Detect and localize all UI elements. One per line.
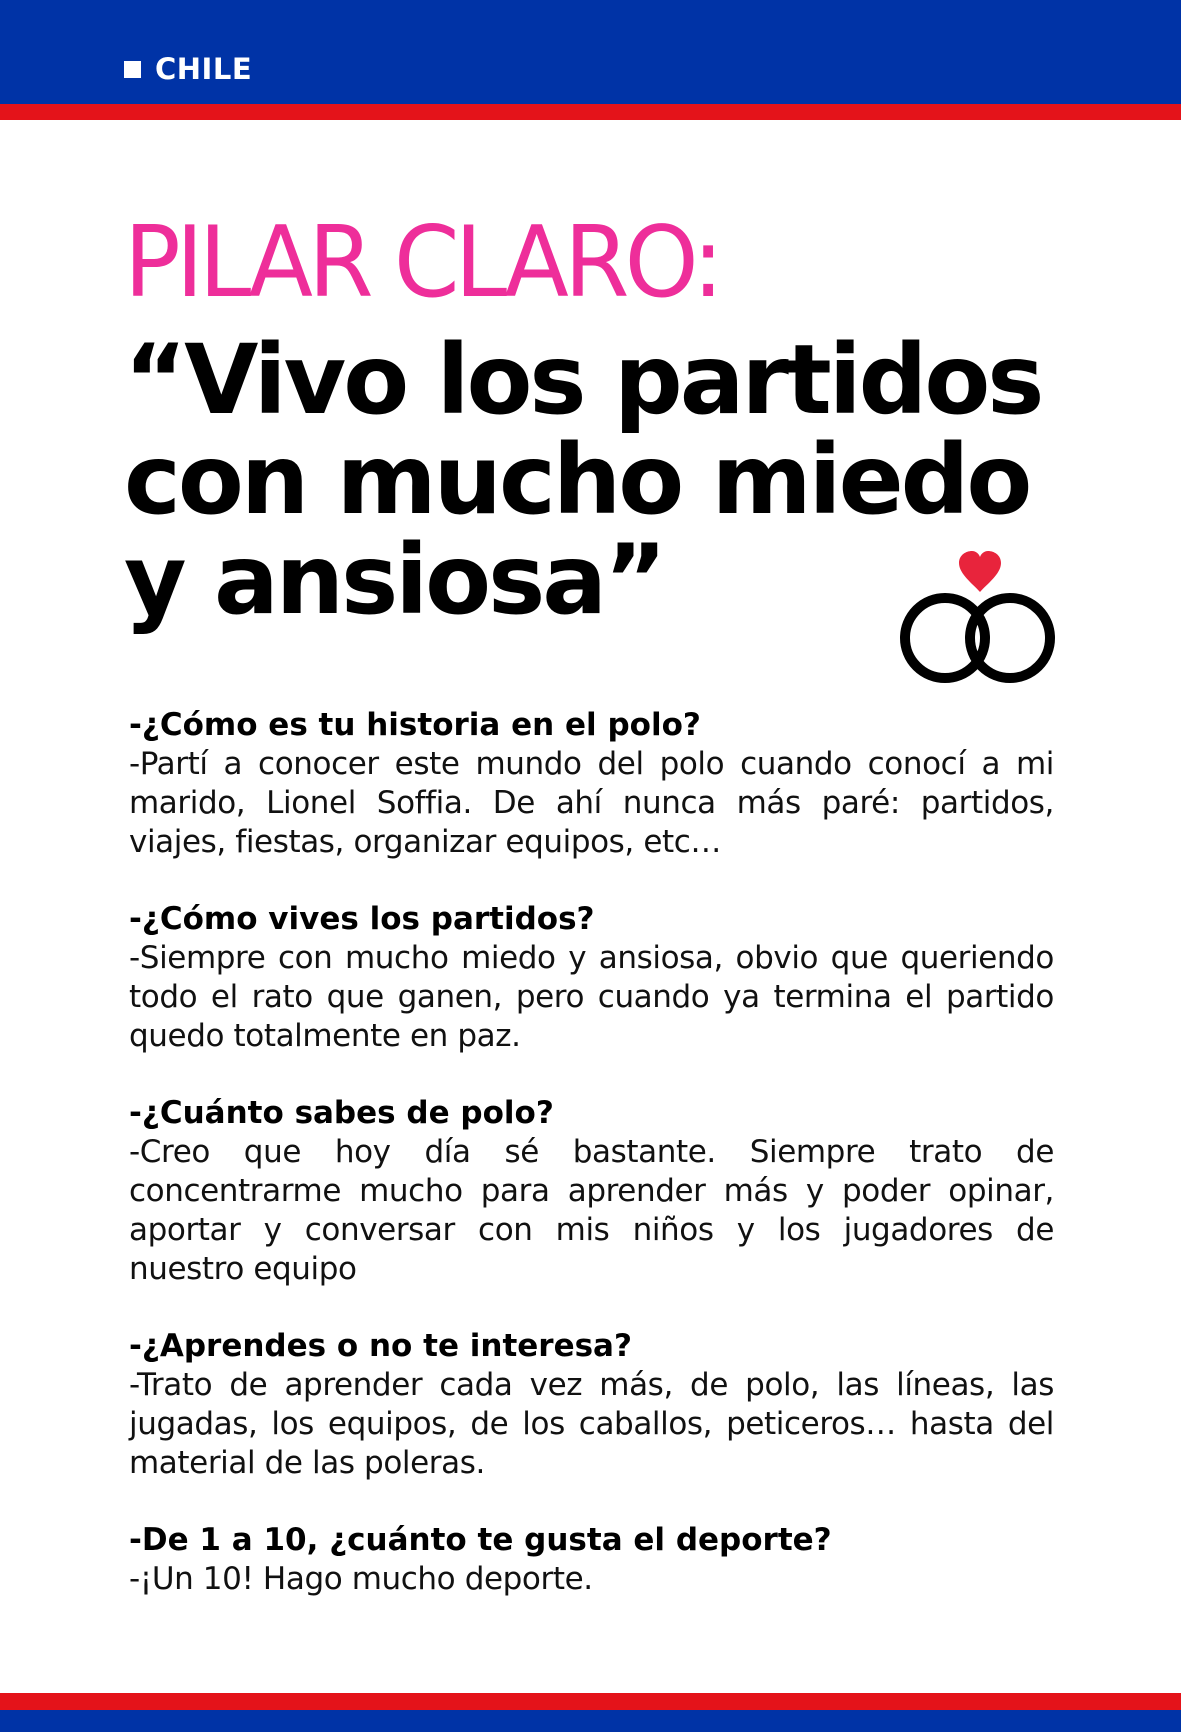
section-label: CHILE: [155, 52, 253, 86]
answer: -¡Un 10! Hago mucho deporte.: [129, 1561, 593, 1597]
question: -¿Cómo vives los partidos?: [129, 901, 595, 937]
bottom-blue-band: [0, 1710, 1181, 1732]
qa-item: [129, 900, 1054, 1056]
qa-item: [129, 1521, 1054, 1599]
answer: -Creo que hoy día sé bastante. Siempre trato de concentrarme mucho para aprender más y poder opinar, aportar y conversar con mis niños y los jugadores de nuestro equipo: [129, 1134, 1054, 1287]
headline-quote-line: “Vivo los partidos: [124, 324, 1042, 436]
question: -¿Cómo es tu historia en el polo?: [129, 707, 701, 743]
bottom-red-stripe: [0, 1693, 1181, 1710]
question: -De 1 a 10, ¿cuánto te gusta el deporte?: [129, 1522, 832, 1558]
question: -¿Aprendes o no te interesa?: [129, 1328, 632, 1364]
question: -¿Cuánto sabes de polo?: [129, 1095, 554, 1131]
answer: -Trato de aprender cada vez más, de polo, las líneas, las jugadas, los equipos, de los caballos, peticeros… hasta del material de las poleras.: [129, 1367, 1054, 1481]
qa-item: [129, 1327, 1054, 1483]
square-bullet-icon: [124, 61, 141, 78]
headline-quote-line: y ansiosa”: [124, 524, 665, 636]
interview-body: [129, 706, 1054, 1637]
section-tag: [124, 52, 252, 86]
interviewee-name: PILAR CLARO:: [124, 206, 720, 320]
headline-quote-line: con mucho miedo: [124, 424, 1030, 536]
answer: -Partí a conocer este mundo del polo cuando conocí a mi marido, Lionel Soffia. De ahí nunca más paré: partidos, viajes, fiestas, organizar equipos, etc…: [129, 746, 1054, 860]
qa-item: [129, 1094, 1054, 1289]
wedding-rings-heart-icon: [893, 548, 1063, 688]
answer: -Siempre con mucho miedo y ansiosa, obvio que queriendo todo el rato que ganen, pero cuando ya termina el partido quedo totalmente en paz.: [129, 940, 1054, 1054]
qa-item: [129, 706, 1054, 862]
top-red-stripe: [0, 104, 1181, 120]
